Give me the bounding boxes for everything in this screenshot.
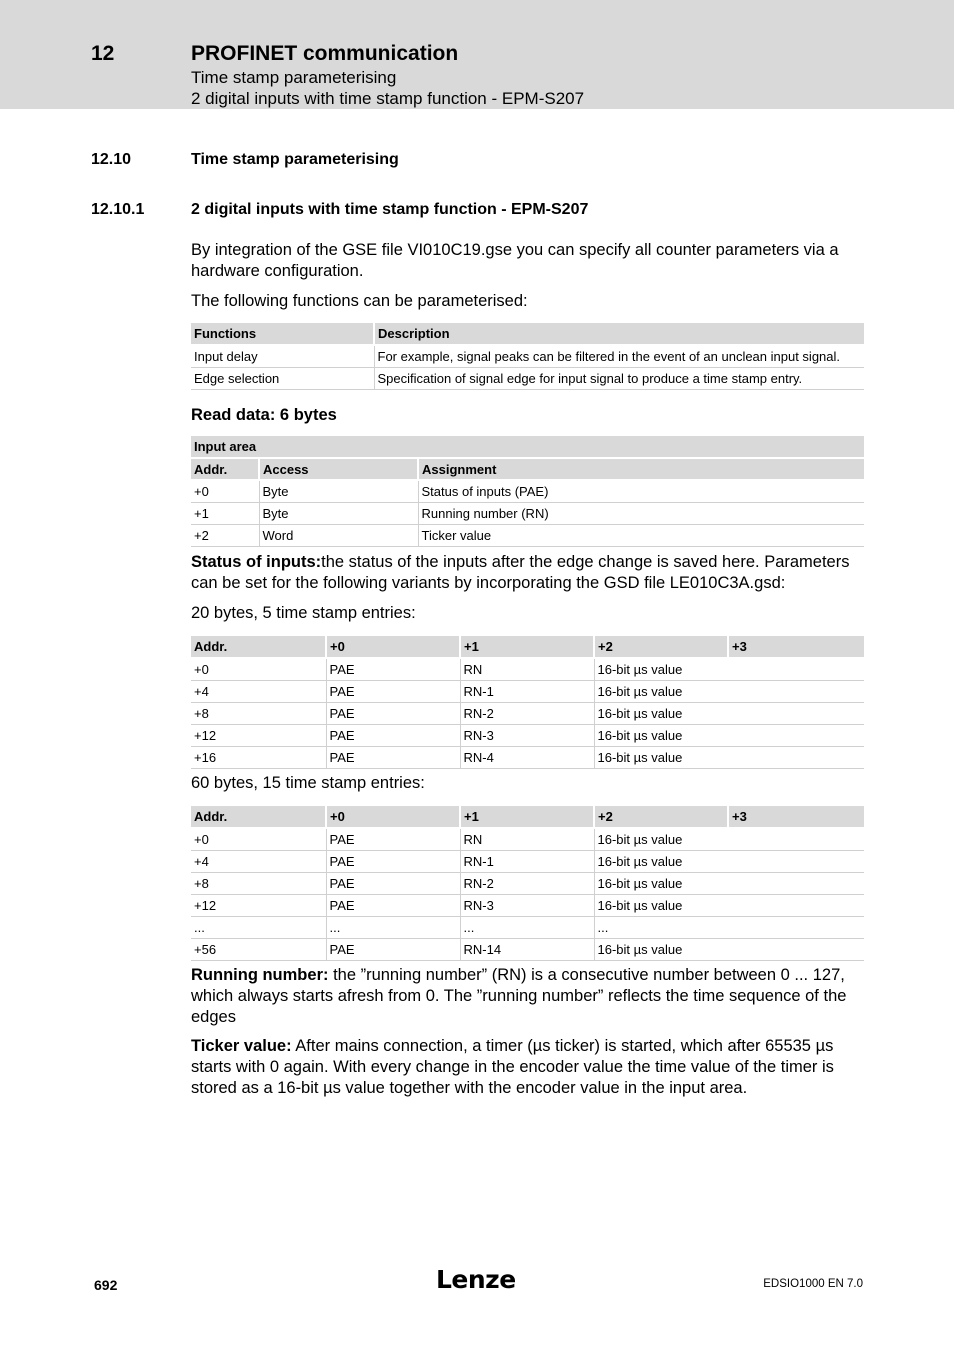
table-cell: PAE [326, 724, 460, 746]
table-cell: +56 [191, 938, 326, 960]
table-cell: Edge selection [191, 367, 374, 389]
table-header: Functions [191, 323, 374, 345]
header-subtitle-1: Time stamp parameterising [191, 68, 397, 87]
intro-paragraph: By integration of the GSE file VI010C19.gse you can specify all counter parameters via a hardware configuration. [191, 241, 839, 280]
table-row [191, 702, 864, 724]
table-header: +3 [728, 806, 864, 828]
table-cell: For example, signal peaks can be filtered in the event of an unclean input signal. [374, 345, 864, 367]
table-cell: +8 [191, 872, 326, 894]
table-cell: +12 [191, 894, 326, 916]
table-cell: RN-2 [460, 872, 594, 894]
table-cell: 16-bit µs value [594, 938, 864, 960]
table-cell: Status of inputs (PAE) [418, 480, 864, 502]
subsection-title: 2 digital inputs with time stamp function - EPM-S207 [191, 201, 589, 218]
table-cell: RN-1 [460, 850, 594, 872]
table-row [191, 480, 864, 502]
table-cell: 16-bit µs value [594, 872, 864, 894]
status-label: Status of inputs: [191, 553, 322, 571]
table-cell: +8 [191, 702, 326, 724]
table-20-bytes [191, 636, 864, 769]
table-cell: RN-2 [460, 702, 594, 724]
table-cell: +0 [191, 658, 326, 680]
table-cell: +2 [191, 524, 259, 546]
table-cell: 16-bit µs value [594, 850, 864, 872]
ticker-value-text: After mains connection, a timer (µs ticker) is started, which after 65535 µs starts with 0 again. With every change in the encoder value the time value of the timer is stored as a 16-bit µs value together with the encoder value in the input area. [191, 1037, 834, 1097]
table-row [191, 367, 864, 389]
table-cell: 16-bit µs value [594, 828, 864, 850]
table-cell: Running number (RN) [418, 502, 864, 524]
table-cell: RN-4 [460, 746, 594, 768]
table-header-row [191, 636, 864, 658]
table-cell: +4 [191, 680, 326, 702]
table-band-row [191, 436, 864, 458]
table-cell: RN-3 [460, 894, 594, 916]
table-cell: 16-bit µs value [594, 658, 864, 680]
table-cell: Input delay [191, 345, 374, 367]
table-cell: PAE [326, 872, 460, 894]
table-cell: PAE [326, 828, 460, 850]
table-row [191, 502, 864, 524]
table-row [191, 916, 864, 938]
table-header-row [191, 806, 864, 828]
page-number: 692 [94, 1277, 118, 1293]
section-title: Time stamp parameterising [191, 151, 399, 168]
table-cell: ... [594, 916, 864, 938]
table-header: Addr. [191, 458, 259, 480]
table-row [191, 746, 864, 768]
subsection-number: 12.10.1 [91, 201, 145, 218]
table-cell: ... [191, 916, 326, 938]
table-row [191, 850, 864, 872]
table-cell: 16-bit µs value [594, 746, 864, 768]
chapter-number: 12 [91, 42, 115, 65]
functions-intro: The following functions can be parameterised: [191, 292, 528, 310]
table-cell: RN-1 [460, 680, 594, 702]
table-cell: 16-bit µs value [594, 724, 864, 746]
table-cell: PAE [326, 658, 460, 680]
table-header: +1 [460, 636, 594, 658]
status-text: the status of the inputs after the edge change is saved here. Parameters can be set for the following variants by incorporating the GSD file LE010C3A.gsd: [191, 553, 850, 592]
section-number: 12.10 [91, 151, 132, 168]
table-cell: RN-3 [460, 724, 594, 746]
status-paragraph [191, 552, 864, 594]
table-header: Assignment [418, 458, 864, 480]
table-cell: Byte [259, 502, 418, 524]
table-band: Input area [191, 436, 864, 458]
table-cell: PAE [326, 938, 460, 960]
variant20-heading: 20 bytes, 5 time stamp entries: [191, 604, 416, 622]
table-cell: RN [460, 828, 594, 850]
lenze-logo: Lenze [436, 1265, 516, 1294]
table-row [191, 680, 864, 702]
table-header: +3 [728, 636, 864, 658]
table-header-row [191, 458, 864, 480]
header-subtitle-2: 2 digital inputs with time stamp function - EPM-S207 [191, 89, 585, 108]
table-header: +2 [594, 636, 728, 658]
table-row [191, 872, 864, 894]
functions-table [191, 323, 864, 390]
table-row [191, 524, 864, 546]
table-cell: ... [460, 916, 594, 938]
table-cell: 16-bit µs value [594, 702, 864, 724]
table-cell: RN [460, 658, 594, 680]
table-cell: +16 [191, 746, 326, 768]
chapter-title: PROFINET communication [191, 42, 459, 65]
table-cell: Ticker value [418, 524, 864, 546]
running-number-paragraph [191, 965, 864, 1028]
table-cell: +1 [191, 502, 259, 524]
table-header: Description [374, 323, 864, 345]
table-row [191, 345, 864, 367]
table-cell: Word [259, 524, 418, 546]
table-header: +0 [326, 806, 460, 828]
ticker-value-paragraph [191, 1036, 864, 1099]
table-60-bytes [191, 806, 864, 961]
table-row [191, 658, 864, 680]
table-header: Addr. [191, 636, 326, 658]
table-header-row [191, 323, 864, 345]
table-cell: ... [326, 916, 460, 938]
running-number-text: the ”running number” (RN) is a consecutive number between 0 ... 127, which always starts afresh from 0. The ”running number” reflects the time sequence of the edges [191, 966, 847, 1026]
table-cell: PAE [326, 702, 460, 724]
table-cell: PAE [326, 746, 460, 768]
table-cell: 16-bit µs value [594, 680, 864, 702]
table-cell: +0 [191, 828, 326, 850]
table-cell: RN-14 [460, 938, 594, 960]
table-cell: Byte [259, 480, 418, 502]
table-cell: 16-bit µs value [594, 894, 864, 916]
table-header: Access [259, 458, 418, 480]
table-cell: PAE [326, 850, 460, 872]
table-header: +2 [594, 806, 728, 828]
read-data-heading: Read data: 6 bytes [191, 406, 337, 424]
variant60-heading: 60 bytes, 15 time stamp entries: [191, 774, 425, 792]
table-row [191, 828, 864, 850]
table-header: +0 [326, 636, 460, 658]
input-area-table [191, 436, 864, 547]
table-row [191, 938, 864, 960]
document-code: EDSIO1000 EN 7.0 [763, 1278, 863, 1290]
table-cell: +4 [191, 850, 326, 872]
table-header: +1 [460, 806, 594, 828]
table-row [191, 724, 864, 746]
ticker-value-label: Ticker value: [191, 1037, 292, 1055]
table-row [191, 894, 864, 916]
running-number-label: Running number: [191, 966, 329, 984]
table-cell: PAE [326, 894, 460, 916]
table-cell: +12 [191, 724, 326, 746]
table-cell: PAE [326, 680, 460, 702]
table-header: Addr. [191, 806, 326, 828]
table-cell: +0 [191, 480, 259, 502]
table-cell: Specification of signal edge for input signal to produce a time stamp entry. [374, 367, 864, 389]
